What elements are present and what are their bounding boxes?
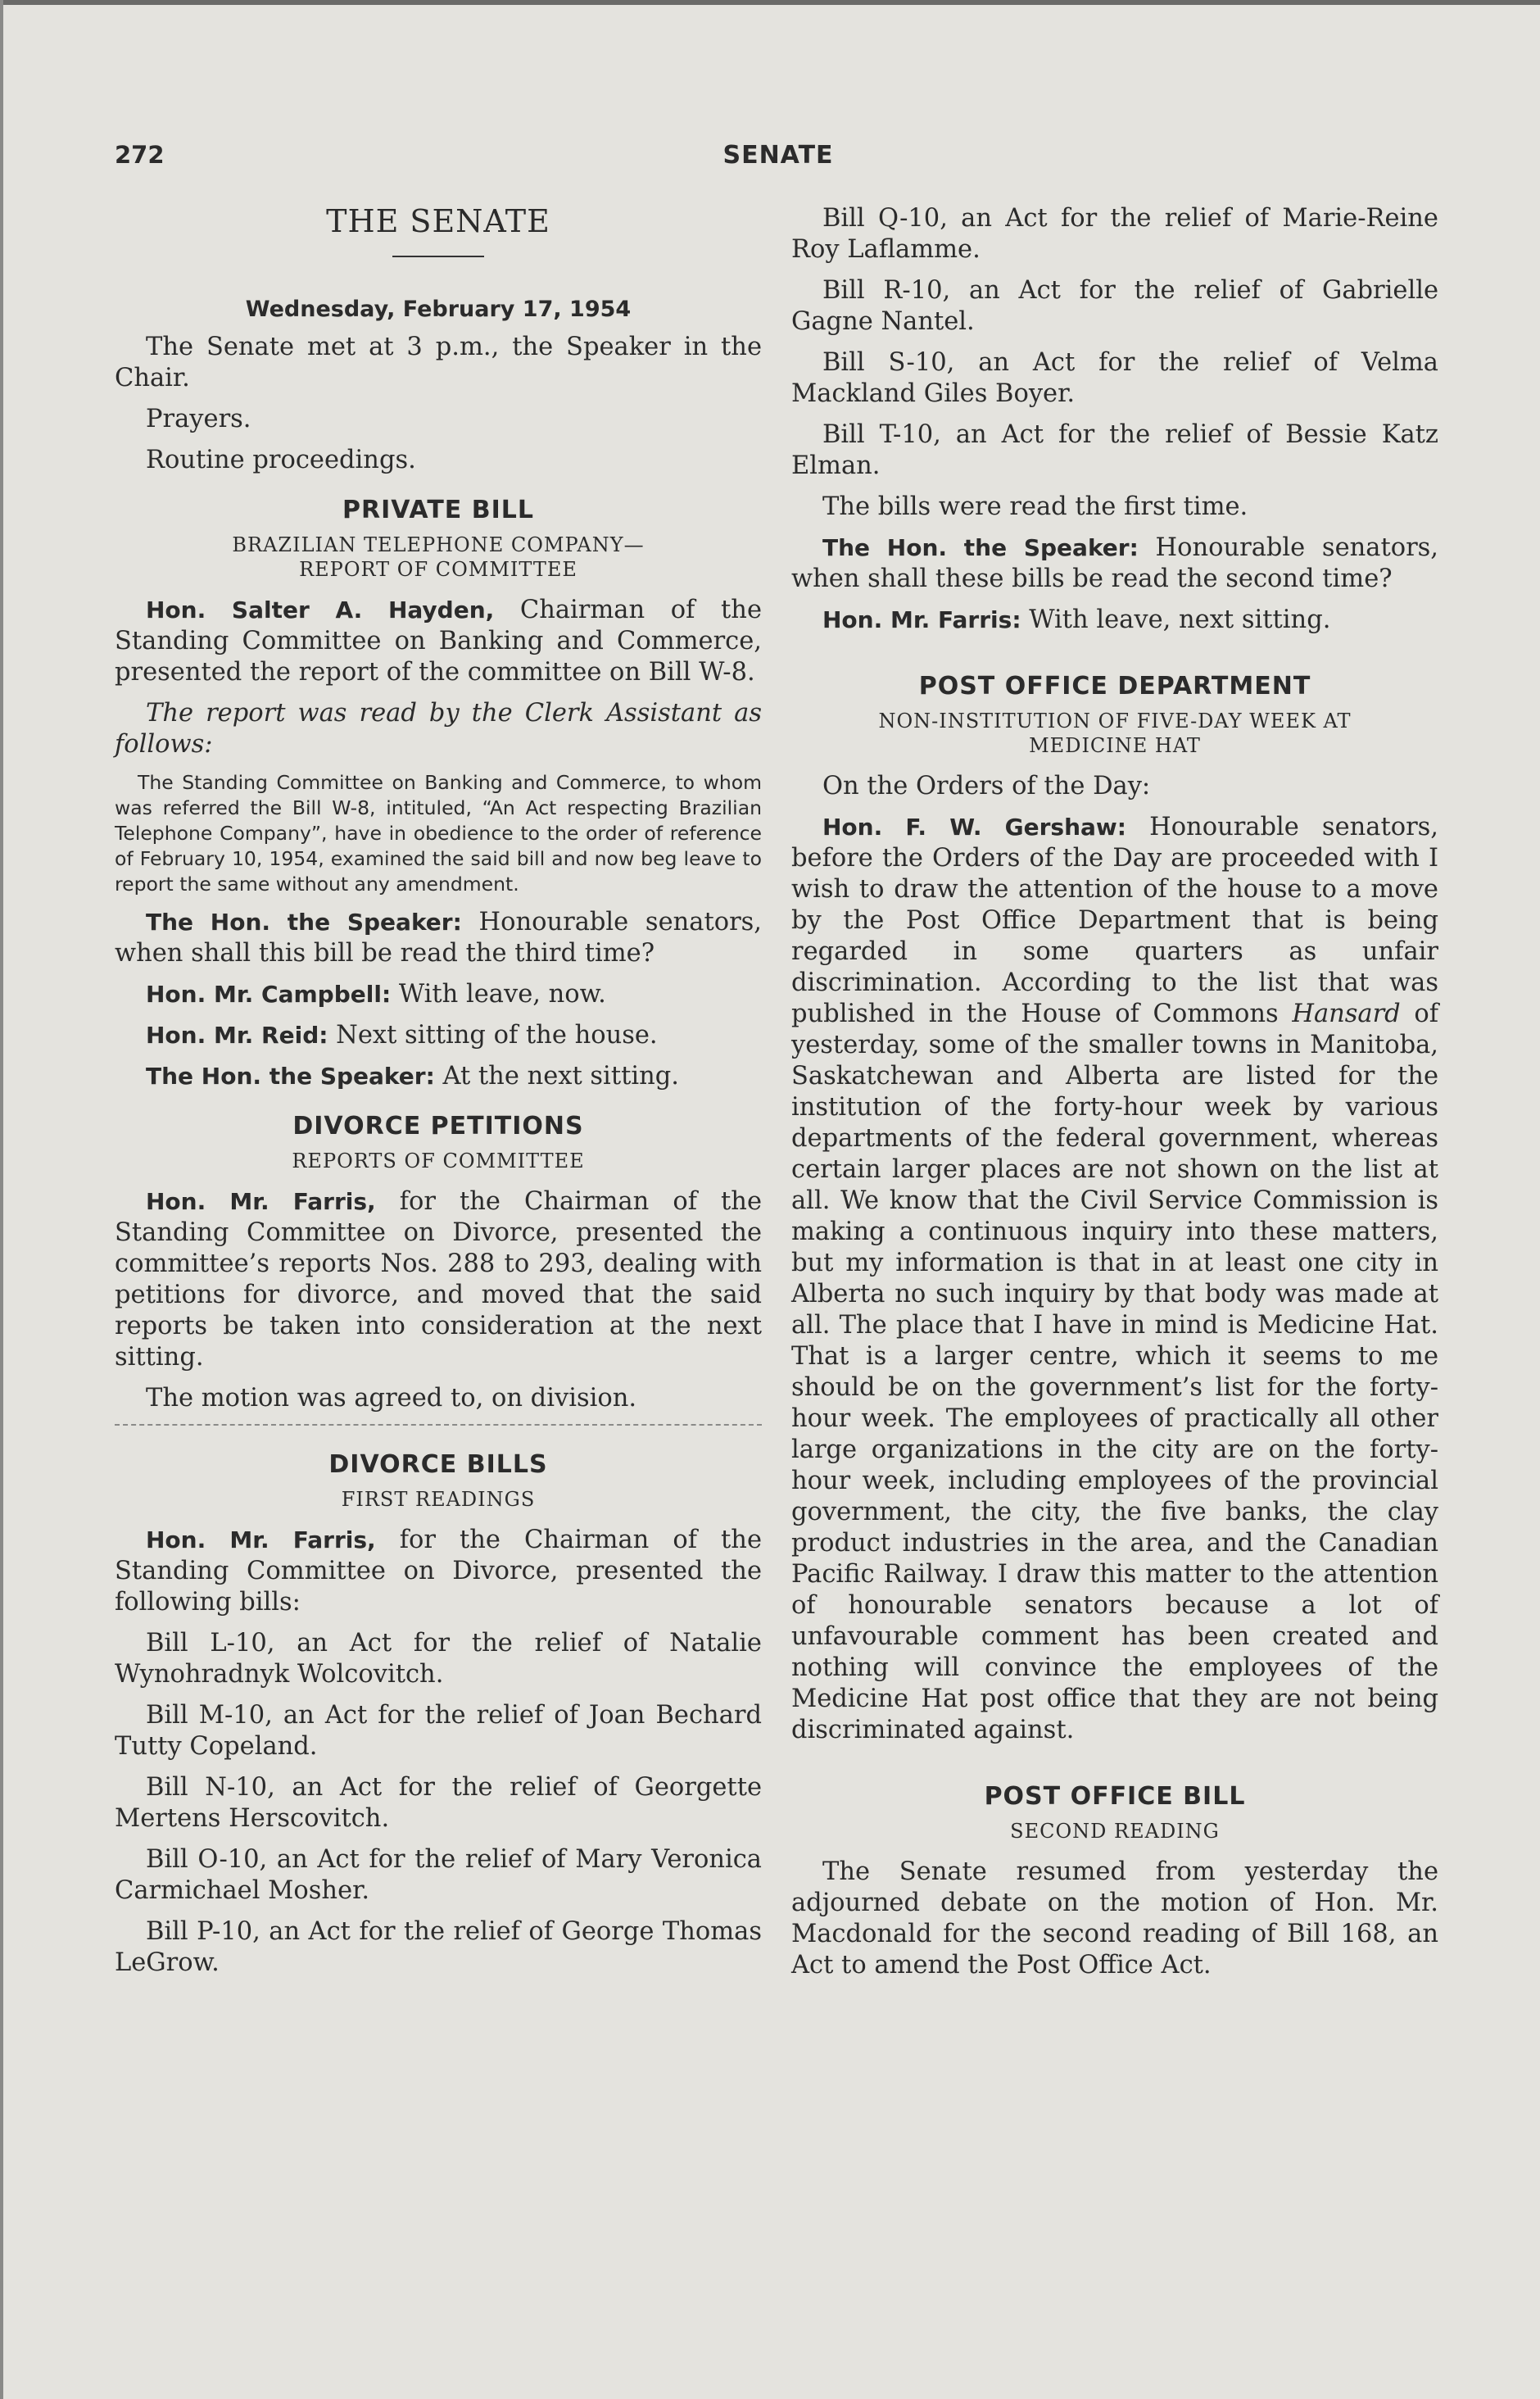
speaker-name: Hon. Mr. Campbell: <box>146 981 392 1008</box>
divorce-petitions-subheading: REPORTS OF COMMITTEE <box>292 1150 585 1172</box>
scan-left-edge <box>0 0 3 2399</box>
divorce-petitions-heading: DIVORCE PETITIONS <box>292 1112 584 1141</box>
hansard-title: Hansard <box>1292 1000 1401 1028</box>
farris-bills-paragraph <box>115 1525 762 1618</box>
post-office-bill-paragraph: The Senate resumed from yesterday the adjourned debate on the motion of Hon. Mr. Macdonald for the second reading of Bill 168, an Act to amend the Post Office Act. <box>791 1857 1438 1980</box>
hayden-paragraph <box>115 595 762 688</box>
bill-item: Bill Q-10, an Act for the relief of Marie-Reine Roy Laflamme. <box>791 204 1438 264</box>
section-separator <box>115 1424 762 1426</box>
speaker-question <box>115 907 762 969</box>
subheading-line-2: MEDICINE HAT <box>1029 734 1201 757</box>
bill-item: Bill M-10, an Act for the relief of Joan Bechard Tutty Copeland. <box>115 1701 762 1761</box>
speaker-name: The Hon. the Speaker: <box>146 909 462 936</box>
committee-report-quote: The Standing Committee on Banking and Commerce, to whom was referred the Bill W-8, intituled, “An Act respecting Brazilian Telephone Company”, have in obedience to the order of reference of February 10, 1954, examined the said bill and now beg leave to report the same without any amendment. <box>115 771 762 896</box>
campbell-reply <box>115 979 762 1010</box>
farris-reply <box>791 605 1438 636</box>
post-office-bill-subheading: SECOND READING <box>1010 1820 1220 1843</box>
post-office-dept-subheading <box>791 709 1438 758</box>
private-bill-heading: PRIVATE BILL <box>342 496 534 524</box>
speaker-name: Hon. Mr. Farris, <box>146 1188 376 1215</box>
speech-text: of yesterday, some of the smaller towns in Manitoba, Saskatchewan and Alberta are listed for the institution of the forty-hour week by various departments of the federal government, whereas certain larger places are not shown on the list at all. We know that the Civil Service Commission is making a continuous inquiry into these matters, but my information is that in at least one city in Alberta no such inquiry by that body was made at all. The place that I have in mind is Medicine Hat. That is a larger centre, which it seems to me should be on the government’s list for the forty-hour week. The employees of practically all other large organizations in the city are on the forty-hour week, including employees of the provincial government, the city, the five banks, the clay product industries in the area, and the Canadian Pacific Railway. I draw this matter to the attention of honourable senators because a lot of unfavourable comment has been created and nothing will convince the employees of the Medicine Hat post office that they are not being discriminated against. <box>791 1000 1438 1744</box>
reid-reply <box>115 1020 762 1051</box>
divorce-bills-heading: DIVORCE BILLS <box>328 1450 548 1479</box>
speech-text: for the Chairman of the Standing Committee on Divorce, presented the following bills: <box>115 1526 762 1617</box>
subheading-line-2: REPORT OF COMMITTEE <box>299 558 578 581</box>
first-time-line: The bills were read the first time. <box>822 492 1248 521</box>
bill-item: Bill O-10, an Act for the relief of Mary Veronica Carmichael Mosher. <box>115 1845 762 1905</box>
speaker-name: Hon. Mr. Farris: <box>822 606 1021 633</box>
speech-text: Honourable senators, when shall these bills be read the second time? <box>791 533 1438 593</box>
motion-result: The motion was agreed to, on division. <box>146 1384 637 1413</box>
speaker-name: Hon. Salter A. Hayden, <box>146 596 495 624</box>
clerk-line: The report was read by the Clerk Assistant as follows: <box>115 699 762 759</box>
private-bill-subheading <box>115 533 762 582</box>
speaker-ruling <box>115 1061 762 1092</box>
post-office-dept-heading: POST OFFICE DEPARTMENT <box>918 672 1311 701</box>
speech-text: Chairman of the Standing Committee on Banking and Commerce, presented the report of the committee on Bill W-8. <box>115 596 762 687</box>
speaker-name: The Hon. the Speaker: <box>146 1063 435 1090</box>
subheading-line-1: NON-INSTITUTION OF FIVE-DAY WEEK AT <box>878 710 1352 732</box>
speaker-name: Hon. Mr. Farris, <box>146 1526 376 1553</box>
bill-item: Bill N-10, an Act for the relief of Georgette Mertens Herscovitch. <box>115 1773 762 1833</box>
speech-text: for the Chairman of the Standing Committee on Divorce, presented the committee’s reports Nos. 288 to 293, dealing with petitions for divorce, and moved that the said reports be taken into consideration at the next sitting. <box>115 1187 762 1372</box>
scan-top-edge <box>0 0 1540 5</box>
title-rule <box>392 256 484 257</box>
speech-text: Next sitting of the house. <box>328 1021 658 1050</box>
bill-item: Bill S-10, an Act for the relief of Velma Mackland Giles Boyer. <box>791 348 1438 408</box>
speaker-name: Hon. F. W. Gershaw: <box>822 814 1126 841</box>
page-number: 272 <box>115 141 165 169</box>
sitting-date: Wednesday, February 17, 1954 <box>245 297 632 322</box>
bill-item: Bill R-10, an Act for the relief of Gabrielle Gagne Nantel. <box>791 276 1438 336</box>
bill-item: Bill T-10, an Act for the relief of Bessie Katz Elman. <box>791 420 1438 480</box>
speech-text: With leave, now. <box>391 980 606 1009</box>
prayers-line: Prayers. <box>146 405 251 433</box>
post-office-bill-heading: POST OFFICE BILL <box>984 1782 1246 1811</box>
farris-petitions-paragraph <box>115 1186 762 1373</box>
speech-text: Honourable senators, before the Orders of the Day are proceeded with I wish to draw the attention of the house to a move by the Post Office Department that is being regarded in some quarters as unfair discrimination. According to the list that was published in the House of Commons <box>791 813 1438 1028</box>
divorce-bills-subheading: FIRST READINGS <box>341 1488 536 1511</box>
bill-item: Bill L-10, an Act for the relief of Natalie Wynohradnyk Wolcovitch. <box>115 1629 762 1689</box>
running-head: SENATE <box>722 141 834 170</box>
speech-text: With leave, next sitting. <box>1021 605 1331 634</box>
page-header <box>115 141 1442 174</box>
opening-paragraph: The Senate met at 3 p.m., the Speaker in the Chair. <box>115 333 762 392</box>
orders-line: On the Orders of the Day: <box>822 772 1151 800</box>
speaker-question <box>791 533 1438 595</box>
speech-text: Honourable senators, when shall this bill be read the third time? <box>115 908 762 968</box>
speaker-name: The Hon. the Speaker: <box>822 534 1139 561</box>
routine-line: Routine proceedings. <box>146 446 416 474</box>
left-column <box>115 203 762 1989</box>
gershaw-speech <box>791 812 1438 1746</box>
bill-item: Bill P-10, an Act for the relief of George Thomas LeGrow. <box>115 1917 762 1977</box>
speech-text: At the next sitting. <box>434 1062 679 1091</box>
subheading-line-1: BRAZILIAN TELEPHONE COMPANY— <box>232 533 645 556</box>
page-title: THE SENATE <box>326 203 550 239</box>
right-column <box>791 203 1438 1991</box>
speaker-name: Hon. Mr. Reid: <box>146 1022 328 1049</box>
